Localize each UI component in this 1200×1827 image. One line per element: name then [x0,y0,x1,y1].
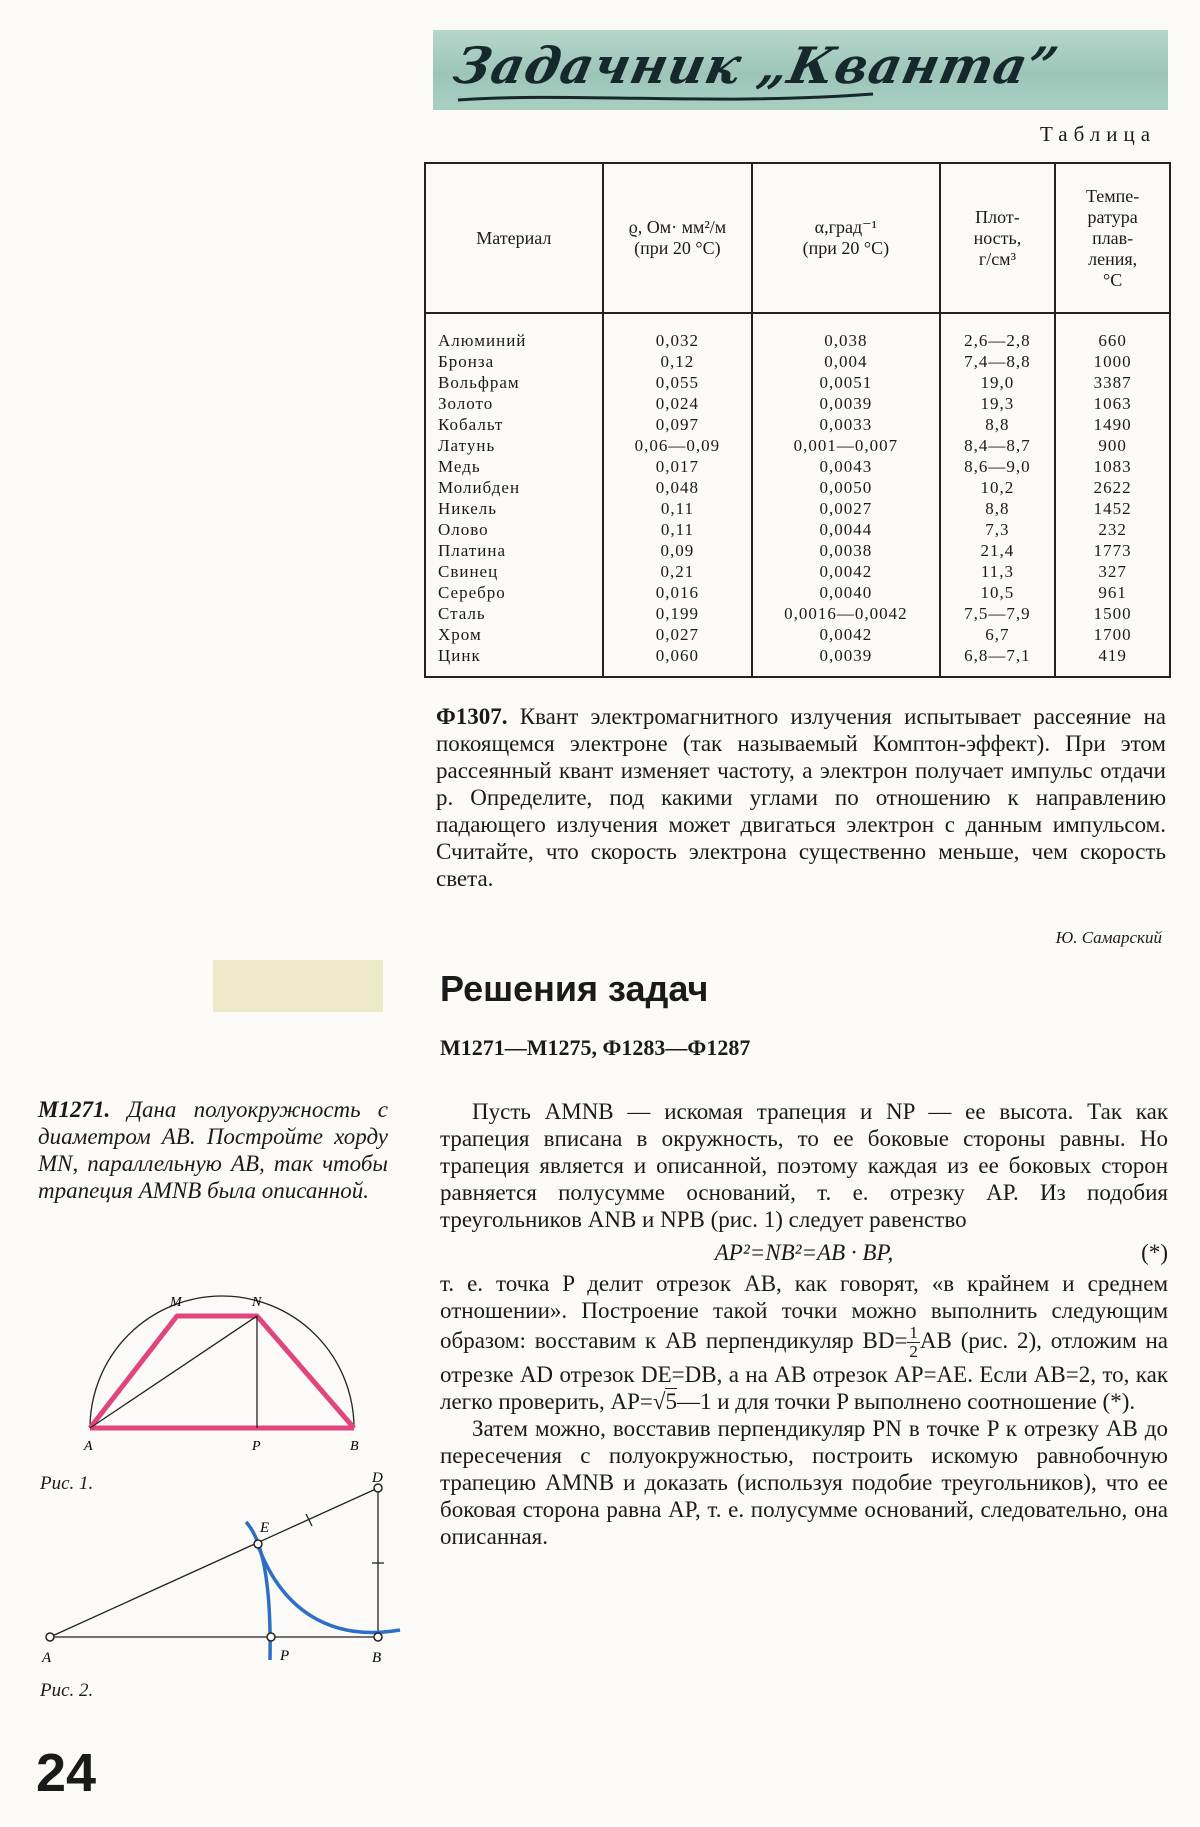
cell-melting: 1700 [1055,624,1170,645]
table-row [425,393,1170,414]
label-p: P [280,1648,290,1664]
figure-1 [80,1278,380,1458]
cell-material: Кобальт [425,414,603,435]
header-resistivity: ϱ, Ом· мм²/м (при 20 °С) [603,163,753,313]
banner [433,30,1168,110]
cell-density: 19,3 [940,393,1056,414]
table-row [425,540,1170,561]
table-row [425,519,1170,540]
header-material: Материал [425,163,603,313]
sqrt-arg: 5 [665,1389,677,1414]
figure-2 [40,1470,420,1680]
cell-density: 6,8—7,1 [940,645,1056,677]
cell-material: Латунь [425,435,603,456]
cell-coefficient: 0,001—0,007 [752,435,939,456]
cell-material: Платина [425,540,603,561]
label-b: B [350,1439,359,1454]
header-coefficient: α,град⁻¹ (при 20 °С) [752,163,939,313]
cell-resistivity: 0,199 [603,603,753,624]
formula [440,1239,1168,1266]
cell-melting: 327 [1055,561,1170,582]
cell-material: Вольфрам [425,372,603,393]
cell-melting: 1773 [1055,540,1170,561]
figure-1-caption: Рис. 1. [40,1473,94,1494]
figure-2-caption: Рис. 2. [40,1680,94,1701]
sidebar-color-block [213,960,383,1012]
cell-material: Никель [425,498,603,519]
cell-material: Серебро [425,582,603,603]
cell-coefficient: 0,038 [752,313,939,351]
cell-resistivity: 0,06—0,09 [603,435,753,456]
table-body [425,313,1170,677]
cell-coefficient: 0,0051 [752,372,939,393]
banner-flourish [453,90,883,106]
cell-resistivity: 0,11 [603,519,753,540]
trapezoid-amnb [90,1316,354,1428]
cell-resistivity: 0,055 [603,372,753,393]
formula-body: AP²=NB²=AB · BP, [714,1240,894,1265]
problem-text: Дана полуокружность с диаметром AB. Постройте хорду MN, параллельную AB, так чтобы трапеция AMNB была описанной. [38,1097,389,1203]
table-row [425,603,1170,624]
cell-density: 8,6—9,0 [940,456,1056,477]
solution-paragraph: Затем можно, восставив перпендикуляр PN в точке P к отрезку AB до пересечения с полуокружностью, построить искомую равнобочную трапецию AMNB и доказать (используя подобие треугольников), что ее боковая сторона равна AP, т. е. полусумме оснований, следовательно, она описанная. [440,1416,1168,1549]
cell-resistivity: 0,12 [603,351,753,372]
cell-material: Алюминий [425,313,603,351]
cell-material: Молибден [425,477,603,498]
label-n: N [252,1295,262,1310]
table-header-row [425,163,1170,313]
solution-paragraph: Пусть AMNB — искомая трапеция и NP — ее высота. Так как трапеция вписана в окружность, то ее боковые стороны равны. Но трапеция является и описанной, поэтому каждая из ее боковых сторон равняется полусумме оснований, т. е. отрезку AP. Из подобия треугольников ANB и NPB (рис. 1) следует равенство [440,1099,1168,1232]
cell-density: 8,8 [940,414,1056,435]
cell-material: Свинец [425,561,603,582]
cell-melting: 1452 [1055,498,1170,519]
cell-coefficient: 0,0050 [752,477,939,498]
cell-coefficient: 0,0040 [752,582,939,603]
point-a [46,1633,54,1641]
cell-coefficient: 0,0044 [752,519,939,540]
cell-melting: 232 [1055,519,1170,540]
cell-material: Сталь [425,603,603,624]
point-b [374,1633,382,1641]
problem-number: Ф1307. [436,704,508,729]
cell-material: Цинк [425,645,603,677]
cell-coefficient: 0,0016—0,0042 [752,603,939,624]
cell-density: 2,6—2,8 [940,313,1056,351]
cell-material: Медь [425,456,603,477]
cell-coefficient: 0,0043 [752,456,939,477]
cell-coefficient: 0,0042 [752,624,939,645]
problem-text: Квант электромагнитного излучения испытывает рассеяние на покоящемся электроне (так называемый Комптон-эффект). При этом рассеянный квант изменяет частоту, а электрон получает импульс отдачи p. Определите, под какими углами по отношению к направлению падающего излучения может двигаться электрон с данным импульсом. Считайте, что скорость электрона существенно меньше, чем скорость света. [436,704,1166,891]
cell-coefficient: 0,0042 [752,561,939,582]
label-m: M [170,1295,182,1310]
cell-resistivity: 0,048 [603,477,753,498]
cell-melting: 900 [1055,435,1170,456]
cell-material: Хром [425,624,603,645]
section-title: Решения задач [440,968,709,1009]
cell-coefficient: 0,0039 [752,645,939,677]
cell-coefficient: 0,004 [752,351,939,372]
cell-melting: 961 [1055,582,1170,603]
table-row [425,582,1170,603]
page-number: 24 [36,1743,97,1803]
point-e [254,1540,262,1548]
cell-melting: 660 [1055,313,1170,351]
cell-resistivity: 0,024 [603,393,753,414]
cell-resistivity: 0,032 [603,313,753,351]
table-row [425,414,1170,435]
cell-resistivity: 0,060 [603,645,753,677]
point-p [267,1633,275,1641]
cell-density: 10,2 [940,477,1056,498]
diagonal-an [90,1316,257,1428]
cell-resistivity: 0,016 [603,582,753,603]
header-density: Плот- ность, г/см³ [940,163,1056,313]
cell-melting: 1083 [1055,456,1170,477]
section-subtitle: М1271—М1275, Ф1283—Ф1287 [440,1035,751,1060]
table-row [425,313,1170,351]
cell-resistivity: 0,017 [603,456,753,477]
cell-melting: 1000 [1055,351,1170,372]
cell-resistivity: 0,11 [603,498,753,519]
materials-table [424,162,1171,678]
cell-material: Бронза [425,351,603,372]
table-row [425,498,1170,519]
cell-coefficient: 0,0038 [752,540,939,561]
cell-melting: 3387 [1055,372,1170,393]
table-row [425,561,1170,582]
cell-resistivity: 0,027 [603,624,753,645]
cell-density: 6,7 [940,624,1056,645]
solution-paragraph: т. е. точка P делит отрезок AB, как говорят, «в крайнем и среднем отношении». Построение такой точки можно выполнить следующим образом: восставим к AB перпендикуляр BD= $\frac{1}{2}$ AB (рис. 2), отложим на отрезке AD отрезок DE=DB, а на AB отрезок AP=AE. Если AB=2, то, как легко проверить, AP=√5—1 и для точки P выполнено соотношение (*). [440,1271,1168,1414]
problem-m1271 [38,1096,388,1204]
cell-coefficient: 0,0027 [752,498,939,519]
cell-resistivity: 0,097 [603,414,753,435]
cell-density: 11,3 [940,561,1056,582]
cell-melting: 419 [1055,645,1170,677]
solution-text [440,1098,1168,1550]
label-b: B [372,1650,382,1666]
header-melting: Темпе- ратура плав- ления, °С [1055,163,1170,313]
label-d: D [372,1470,383,1486]
label-a: A [84,1439,93,1454]
cell-resistivity: 0,09 [603,540,753,561]
cell-melting: 1500 [1055,603,1170,624]
cell-melting: 1063 [1055,393,1170,414]
cell-material: Золото [425,393,603,414]
problem-f1307 [436,703,1166,892]
cell-melting: 1490 [1055,414,1170,435]
cell-melting: 2622 [1055,477,1170,498]
cell-density: 7,4—8,8 [940,351,1056,372]
table-row [425,624,1170,645]
table-row [425,477,1170,498]
problem-author: Ю. Самарский [1055,928,1162,947]
cell-coefficient: 0,0039 [752,393,939,414]
banner-title: Задачник „Кванта” [448,36,1064,95]
table-row [425,435,1170,456]
cell-density: 8,4—8,7 [940,435,1056,456]
table-row [425,645,1170,677]
problem-number: М1271. [38,1097,111,1122]
cell-coefficient: 0,0033 [752,414,939,435]
label-e: E [260,1520,270,1536]
label-a: A [42,1650,52,1666]
cell-density: 19,0 [940,372,1056,393]
formula-mark: (*) [1141,1240,1168,1265]
cell-density: 8,8 [940,498,1056,519]
cell-density: 21,4 [940,540,1056,561]
table-row [425,372,1170,393]
cell-density: 7,3 [940,519,1056,540]
table-row [425,456,1170,477]
label-p: P [252,1439,261,1454]
fraction: $\frac{1}{2}$ [909,1323,918,1361]
table-row [425,351,1170,372]
table-caption: Таблица [1040,122,1157,146]
cell-resistivity: 0,21 [603,561,753,582]
cell-density: 10,5 [940,582,1056,603]
cell-density: 7,5—7,9 [940,603,1056,624]
segment-ad [50,1488,378,1637]
cell-material: Олово [425,519,603,540]
